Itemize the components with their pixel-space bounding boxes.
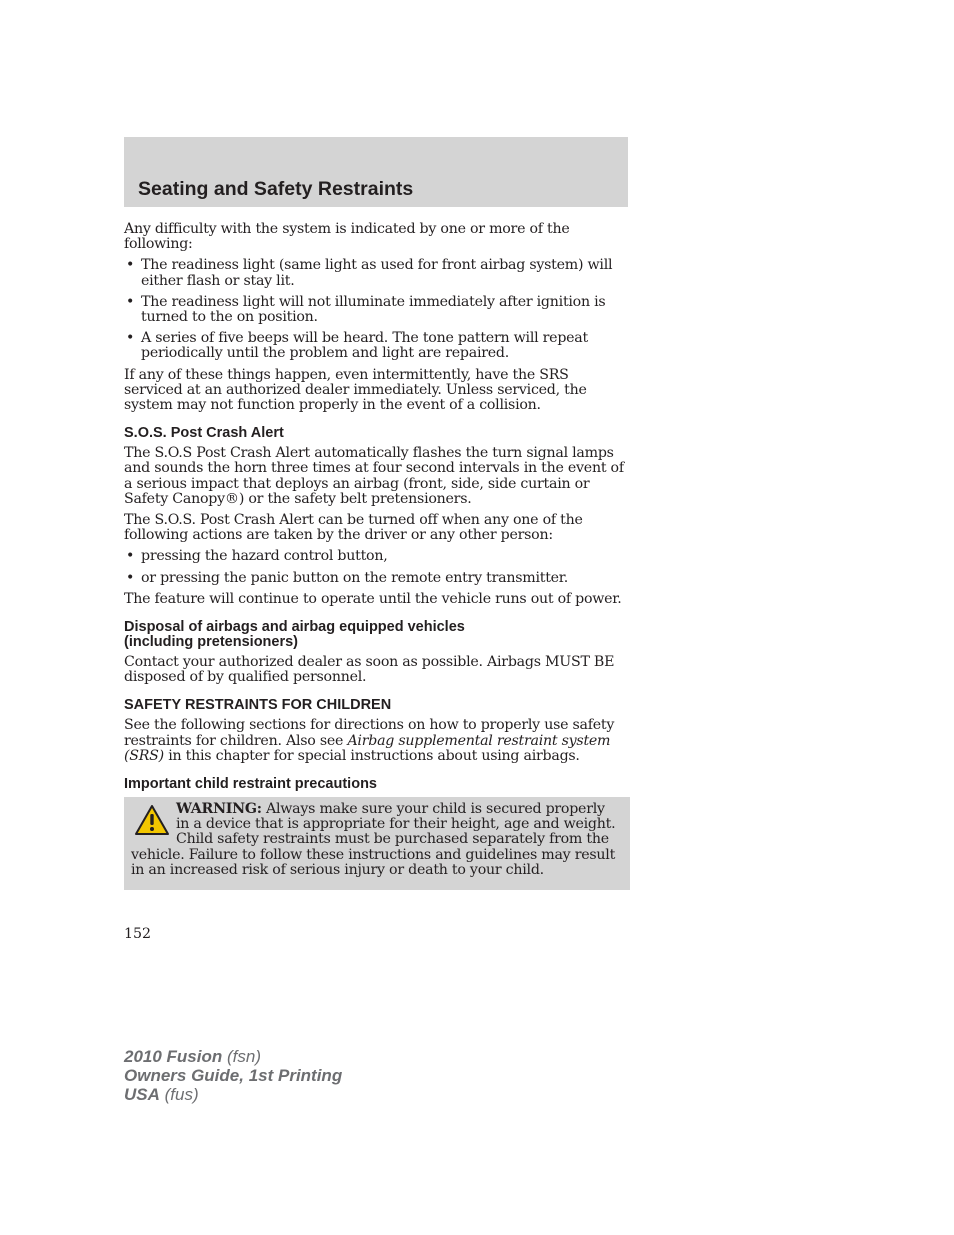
bullet-icon: • (126, 257, 135, 274)
section-title: Seating and Safety Restraints (138, 178, 414, 200)
warning-label: WARNING: (176, 801, 262, 818)
section-header (124, 137, 628, 207)
sos-heading: S.O.S. Post Crash Alert (124, 425, 284, 442)
list-item: • pressing the hazard control button, (126, 548, 388, 565)
bullet-icon: • (126, 330, 135, 347)
bullet-icon: • (126, 548, 135, 565)
difficulty-list (124, 258, 630, 361)
warning-text: Always make sure your child is secured properly in a device that is appropriate for their height, age and weight. Child safety restraints must be purchased separately from the vehicle. Failure to follow these instructions and guidelines may result in an increased risk of serious injury or death to your child. (131, 801, 616, 878)
list-item: • The readiness light will not illuminate immediately after ignition is turned to the on position. (126, 293, 606, 326)
list-item: • The readiness light (same light as used for front airbag system) will either flash or stay lit. (126, 257, 613, 289)
warning-triangle-icon (134, 804, 170, 836)
children-heading: SAFETY RESTRAINTS FOR CHILDREN (124, 697, 392, 714)
bullet-icon: • (126, 293, 135, 310)
cross-reference: Airbag supplemental restraint system (SRS) (124, 732, 611, 764)
page-content (124, 222, 630, 890)
intro-paragraph: Any difficulty with the system is indicated by one or more of the following: (124, 221, 570, 253)
footer-line: 2010 Fusion (fsn) (124, 1047, 261, 1066)
sos-paragraph: The S.O.S Post Crash Alert automatically flashes the turn signal lamps and sounds the horn three times at four second intervals in the event of a serious impact that deploys an airbag (front, side, side curtain or Safety Canopy®) or the safety belt pretensioners. (124, 445, 624, 507)
footer-line: USA (fus) (124, 1085, 199, 1104)
sos-actions-list (124, 549, 630, 585)
srs-paragraph: If any of these things happen, even intermittently, have the SRS serviced at an authorized dealer immediately. Unless serviced, the system may not function properly in the event of a collision. (124, 366, 587, 414)
list-item: • A series of five beeps will be heard. The tone pattern will repeat periodically until the problem and light are repaired. (126, 330, 588, 362)
disposal-paragraph: Contact your authorized dealer as soon as possible. Airbags MUST BE disposed of by qualified personnel. (124, 654, 615, 686)
list-item: • or pressing the panic button on the remote entry transmitter. (126, 569, 569, 586)
sos-power-paragraph: The feature will continue to operate until the vehicle runs out of power. (124, 590, 622, 607)
page-number: 152 (124, 926, 152, 942)
children-paragraph: See the following sections for directions on how to properly use safety restraints for children. Also see Airbag supplemental restraint system (SRS) in this chapter for special instructions about using airbags. (124, 717, 615, 764)
footer-line: Owners Guide, 1st Printing (124, 1066, 343, 1085)
sos-turn-off-paragraph: The S.O.S. Post Crash Alert can be turned off when any one of the following actions are taken by the driver or any other person: (124, 512, 583, 544)
precautions-heading: Important child restraint precautions (124, 776, 377, 793)
document-footer (124, 1047, 342, 1104)
warning-box (124, 797, 630, 890)
disposal-heading: Disposal of airbags and airbag equipped vehicles (including pretensioners) (124, 619, 465, 651)
bullet-icon: • (126, 569, 135, 586)
